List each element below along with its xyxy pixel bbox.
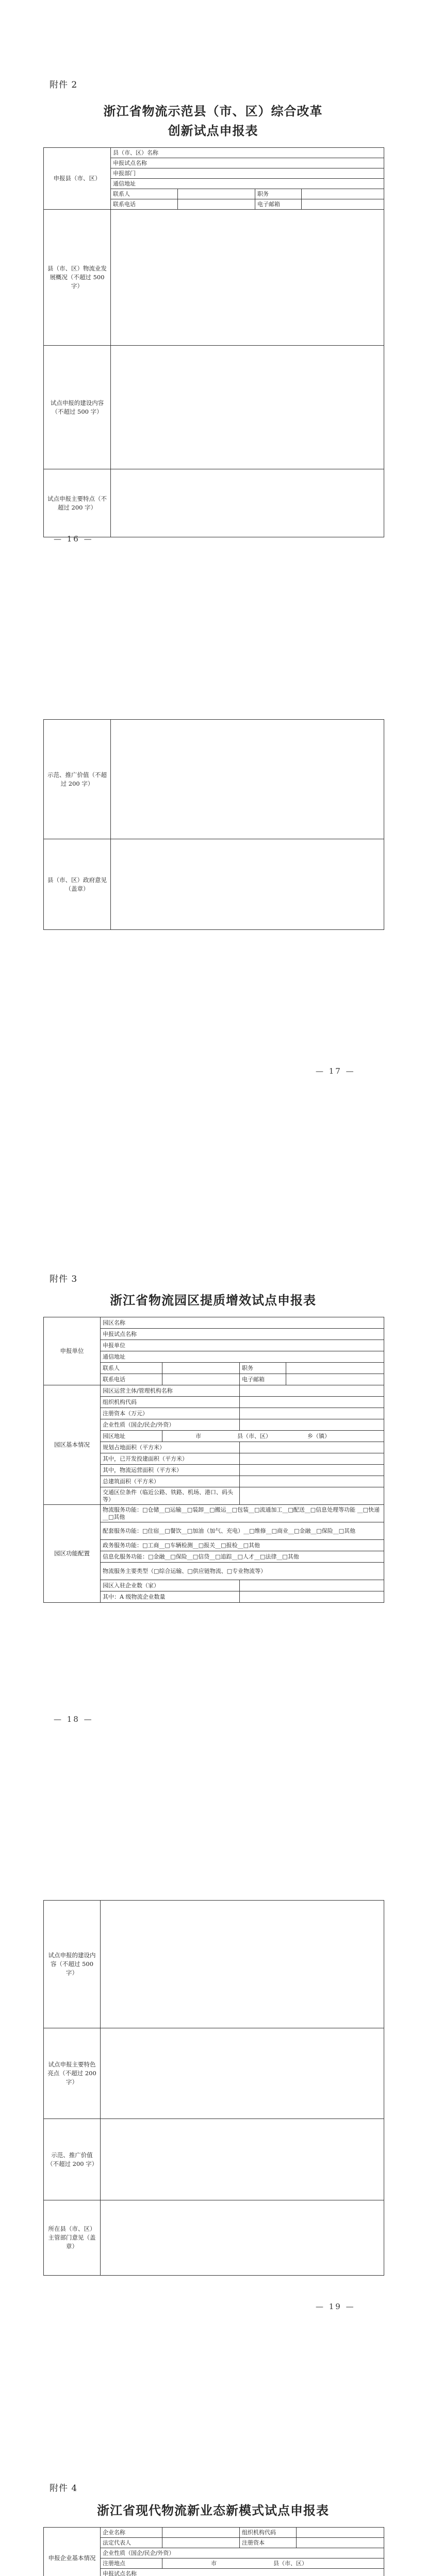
authority-opinion-field[interactable] (101, 2200, 384, 2276)
phone-value[interactable] (162, 1374, 240, 1385)
a-level-enterprises-value[interactable] (240, 1591, 384, 1603)
address-label: 通信地址 (101, 1351, 384, 1363)
logistics-area-value[interactable] (240, 1465, 384, 1476)
email-value[interactable] (286, 1374, 384, 1385)
ownership-value[interactable] (240, 1419, 384, 1431)
department-label: 申报部门 (111, 168, 384, 179)
government-opinion-label: 县（市、区）政府意见（盖章） (44, 839, 111, 930)
applicant-unit-label: 申报单位 (101, 1340, 384, 1351)
operator-name-value[interactable] (240, 1385, 384, 1397)
form-title: 浙江省物流园区提质增效试点申报表 (110, 1293, 316, 1308)
phone-label: 联系电话 (111, 199, 178, 210)
county-suffix: 县（市、区） (273, 2560, 307, 2567)
pilot-features-field[interactable] (111, 469, 384, 537)
application-form-table-continued (43, 719, 384, 930)
planned-area-label: 规划占地面积（平方米） (101, 1442, 240, 1453)
park-basic-label: 园区基本情况 (44, 1385, 101, 1505)
park-application-table (43, 1317, 384, 1603)
org-code-label: 组织机构代码 (240, 2528, 297, 2538)
legal-rep-label: 法定代表人 (101, 2538, 162, 2548)
pilot-features-label: 试点申报主要特点（不超过 200 字） (44, 469, 111, 537)
city-suffix: 市 (195, 1432, 201, 1439)
logistics-overview-label: 县（市、区）物流业发展概况（不超过 500 字） (44, 210, 111, 346)
pilot-content-label: 试点申报的建设内容（不超过 500 字） (44, 1901, 101, 2028)
town-suffix: 乡（镇） (307, 1432, 330, 1439)
form-title: 浙江省现代物流新业态新模式试点申报表 (97, 2503, 329, 2518)
county-suffix: 县（市、区） (237, 1432, 271, 1439)
email-label: 电子邮箱 (255, 199, 302, 210)
pilot-content-field[interactable] (111, 346, 384, 469)
promotion-value-field[interactable] (101, 2119, 384, 2200)
park-application-table-continued (43, 1900, 384, 2276)
contact-label: 联系人 (111, 189, 178, 199)
contact-label: 联系人 (101, 1363, 162, 1374)
page-number: — 17 — (316, 1066, 355, 1076)
position-value[interactable] (286, 1363, 384, 1374)
developed-area-value[interactable] (240, 1453, 384, 1465)
page-number: — 16 — (54, 534, 93, 544)
annex-label: 附件 2 (50, 80, 78, 90)
promotion-value-label: 示范、推广价值（不超过 200 字） (44, 2119, 101, 2200)
county-name-label: 县（市、区）名称 (111, 148, 384, 158)
enterprise-name-value[interactable] (162, 2528, 240, 2538)
transport-location-value[interactable] (240, 1487, 384, 1505)
contact-value[interactable] (178, 189, 255, 199)
ownership-label: 企业性质（国企/民企/外资） (101, 2548, 384, 2558)
phone-value[interactable] (178, 199, 255, 210)
annex-label: 附件 4 (50, 2483, 78, 2494)
logistics-area-label: 其中，物流运营面积（平方米） (101, 1465, 240, 1476)
address-label: 通信地址 (111, 179, 384, 189)
form-title: 浙江省物流示范县（市、区）综合改革 (103, 104, 323, 118)
legal-rep-value[interactable] (162, 2538, 240, 2548)
pilot-name-label: 申报试点名称 (101, 2569, 384, 2576)
page-16 (0, 0, 426, 592)
park-address-value[interactable] (162, 1431, 384, 1442)
enterprise-basic-label: 申报企业基本情况 (44, 2528, 101, 2576)
park-function-label: 园区功能配置 (44, 1505, 101, 1603)
pilot-content-label: 试点申报的建设内容（不超过 500 字） (44, 346, 111, 469)
page-number: — 18 — (54, 1715, 93, 1724)
capital-value[interactable] (297, 2538, 384, 2548)
resident-enterprises-value[interactable] (240, 1580, 384, 1591)
resident-enterprises-label: 园区入驻企业数（家） (101, 1580, 240, 1591)
building-area-value[interactable] (240, 1476, 384, 1487)
page-18 (0, 1190, 426, 1780)
pilot-features-field[interactable] (101, 2028, 384, 2119)
transport-location-label: 交通区位条件（临近公路、铁路、机场、港口、码头等） (101, 1487, 240, 1505)
pilot-features-label: 试点申报主要特色亮点（不超过 200 字） (44, 2028, 101, 2119)
new-model-application-table (43, 2527, 384, 2576)
page-20 (0, 2398, 426, 2576)
org-code-label: 组织机构代码 (101, 1397, 240, 1408)
logistics-overview-field[interactable] (111, 210, 384, 346)
pilot-content-field[interactable] (101, 1901, 384, 2028)
page-number: — 19 — (316, 2302, 355, 2311)
information-service-function[interactable]: 信息化服务功能：□金融__□保险__□信贷__□追踪__□人才__□法律__□其他 (101, 1551, 384, 1563)
pilot-name-label: 申报试点名称 (111, 158, 384, 168)
operator-name-label: 园区运营主体/管理机构名称 (101, 1385, 240, 1397)
registered-place-value[interactable] (162, 2558, 384, 2569)
developed-area-label: 其中，已开发投建面积（平方米） (101, 1453, 240, 1465)
city-suffix: 市 (211, 2560, 217, 2567)
position-label: 职务 (255, 189, 302, 199)
applicant-label: 申报县（市、区） (44, 148, 111, 210)
org-code-value[interactable] (297, 2528, 384, 2538)
application-form-table (43, 147, 384, 537)
logistics-service-function[interactable]: 物流服务功能：□仓储__□运输__□装卸__□搬运__□包装__□流通加工__□配送__□信息处理等功能 __□快递__□其他 (101, 1505, 384, 1522)
org-code-value[interactable] (240, 1397, 384, 1408)
authority-opinion-label: 所在县（市、区）主管部门意见（盖章） (44, 2200, 101, 2276)
applicant-label: 申报单位 (44, 1317, 101, 1385)
government-service-function[interactable]: 政务服务功能：□工商__□车辆检测__□报关__□报检__□其他 (101, 1540, 384, 1551)
page-19 (0, 1780, 426, 2398)
park-name-label: 园区名称 (101, 1317, 384, 1329)
a-level-enterprises-label: 其中：A 级物流企业数量 (101, 1591, 240, 1603)
annex-label: 附件 3 (50, 1274, 78, 1284)
promotion-value-field[interactable] (111, 720, 384, 839)
contact-value[interactable] (162, 1363, 240, 1374)
capital-label: 注册资本 (240, 2538, 297, 2548)
position-label: 职务 (240, 1363, 286, 1374)
ownership-label: 企业性质（国企/民企/外资） (101, 1419, 240, 1431)
phone-label: 联系电话 (101, 1374, 162, 1385)
registered-place-label: 注册地点 (101, 2558, 162, 2569)
government-opinion-field[interactable] (111, 839, 384, 930)
form-subtitle: 创新试点申报表 (168, 123, 258, 138)
park-address-label: 园区地址 (101, 1431, 162, 1442)
enterprise-name-label: 企业名称 (101, 2528, 162, 2538)
building-area-label: 总建筑面积（平方米） (101, 1476, 240, 1487)
service-type-function[interactable]: 物流服务主要类型（□综合运输、□供应链物流、□专业物流等） (101, 1563, 384, 1580)
email-label: 电子邮箱 (240, 1374, 286, 1385)
promotion-value-label: 示范、推广价值（不超过 200 字） (44, 720, 111, 839)
capital-value[interactable] (240, 1408, 384, 1419)
pilot-name-label: 申报试点名称 (101, 1329, 384, 1340)
supporting-service-function[interactable]: 配套服务功能：□住宿__□餐饮__□加油（加气、充电）__□维修__□商业__□金融__□保险__□其他 (101, 1522, 384, 1540)
position-value[interactable] (302, 189, 384, 199)
planned-area-value[interactable] (240, 1442, 384, 1453)
email-value[interactable] (302, 199, 384, 210)
page-17 (0, 592, 426, 1190)
capital-label: 注册资本（万元） (101, 1408, 240, 1419)
